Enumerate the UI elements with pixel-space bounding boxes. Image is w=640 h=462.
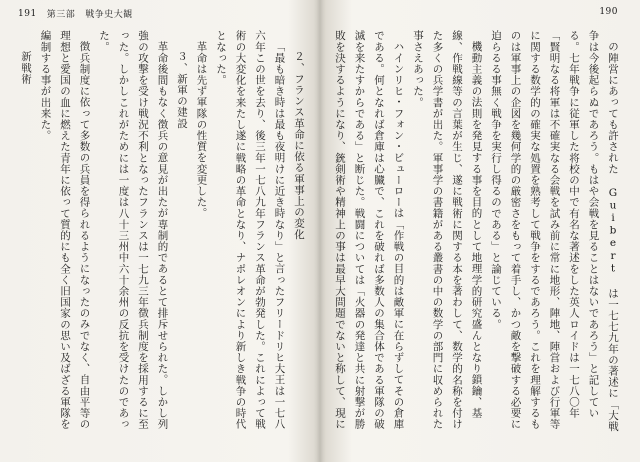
paragraph: 革命は先ず軍隊の性質を変更した。 bbox=[195, 40, 208, 219]
right-page bbox=[322, 0, 640, 462]
section-heading-new-army: ３、新軍の建設 bbox=[176, 51, 188, 129]
right-running-head bbox=[599, 7, 618, 17]
right-page-number: 190 bbox=[599, 7, 618, 17]
left-page-number: 191 bbox=[18, 8, 37, 19]
paragraph: ハインリヒ・フォン・ビューローは「作戦の目的は敵軍に在らずしてその倉庫である。何となれば倉庫は心臓で、これを破れば多数人の集合体である軍隊の破滅を来たすからである」と断じた。戦闘については「火器の発達と共に射撃が勝敗を決するようになり、銃剣術や精神上の事は最早大問題でないと称して、現に bbox=[334, 30, 405, 430]
section-heading-revolution: ２、フランス革命に依る軍事上の変化 bbox=[293, 51, 305, 240]
paragraph: 「最も暗き時は最も夜明けに近き時なり」と言ったフリードリヒ大王は一七八六年この世を去り、後三年一七八九年フランス革命が勃発した。これによって戦術の大変化を来たし遂に戦略の革命となり、ナポレオンにより新しき戦争の時代となった。 bbox=[215, 30, 286, 430]
section-heading-new-tactics: 新戦術 bbox=[20, 51, 32, 85]
running-head-title: 戦争史大観 bbox=[85, 10, 133, 20]
paragraph: 機動主義の法則を発見する事を目的として地理学的研究盛んとなり鎖鑰、基線、作戦線等の言葉が生じ、遂に戦術に関する本を著わして、数学的名称を付けた多くの兵学書が出た。軍事学の書籍がある叢書の中の数学の部門に収められた事さえあった。 bbox=[412, 30, 483, 430]
paragraph: の陣営にあっても許された Guibert は一七七九年の著述に「大戦争は今後起らぬであろう。もはや会戦を見ることはないであろう」と記している。七年戦争に従軍した将校の中で有名な著述をした英人ロイドは一七八〇年「賢明なる将軍は不確実なる会戦を試み前に常に地形、陣地、陣営および行軍等に関する数学的の確実な処置を熟考して戦争をするであろう。これを理解するものは軍事上の企図を幾何学的の厳密さをもって着手し、かつ敵を撃破する必要に迫らるる事無く戦争を実行し得るのである」と論じている。 bbox=[490, 30, 619, 432]
paragraph: 革命後間もなく徴兵の意見が出たが専制的であるとて排斥せられた。しかし列強の攻撃を受け戦況不利となったフランスは一七九三年徴兵制度を採用するに至った。しかしこれがためには一度は八十三州中六十余州の反抗を受けたのであった。 bbox=[98, 30, 169, 430]
left-page bbox=[0, 0, 318, 462]
left-running-head bbox=[18, 7, 133, 20]
running-head-part: 第三部 bbox=[46, 10, 76, 20]
paragraph: 徴兵制度に依って多数の兵員を得られるようになったのみでなく、自由平等の理想と愛国の血に燃えた青年に依って質的にも全く旧国家の思い及ばざる軍隊を編制する事が出来た。 bbox=[39, 30, 91, 430]
right-page-text bbox=[330, 30, 622, 440]
left-page-text bbox=[18, 30, 308, 440]
